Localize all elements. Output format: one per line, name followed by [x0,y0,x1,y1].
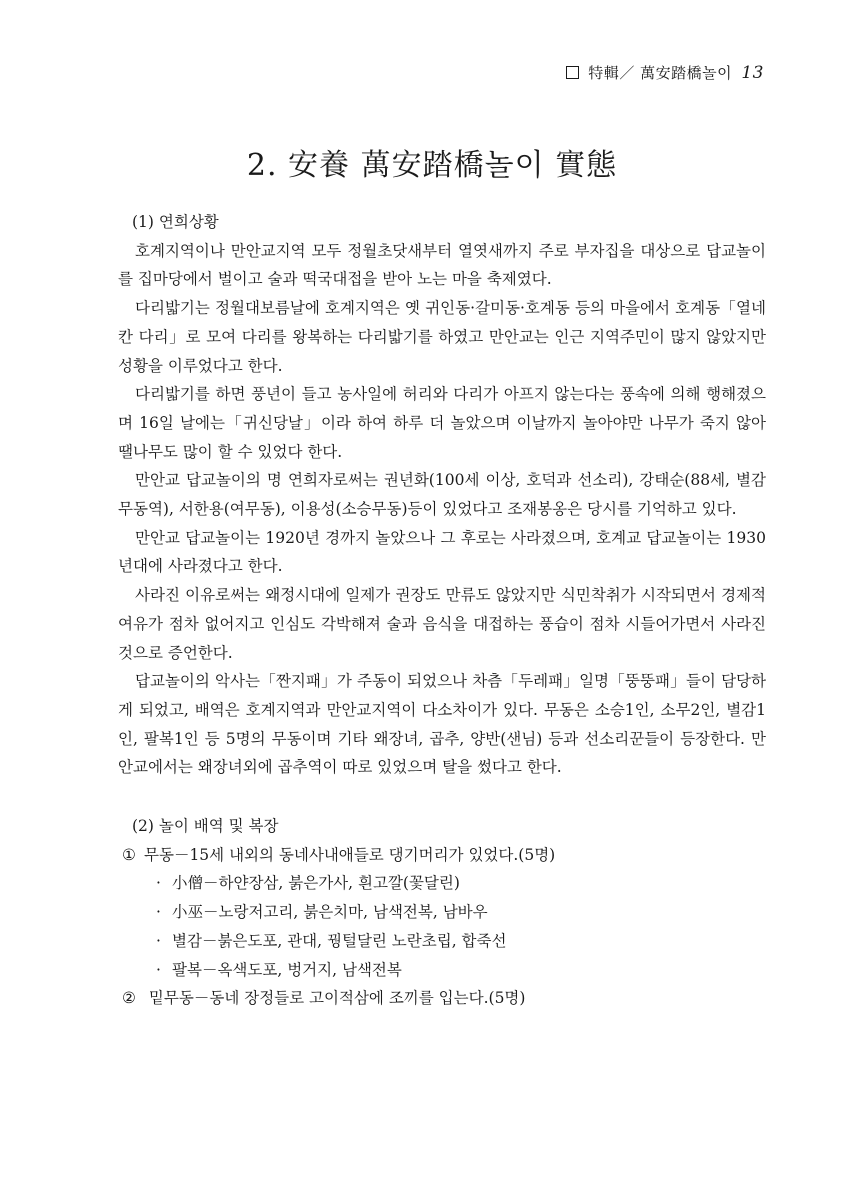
square-bullet-icon [566,66,579,79]
list-item [118,984,766,1013]
list-item-text: 小僧－하얀장삼, 붉은가사, 흰고깔(꽃달린) [172,874,460,893]
paragraph: 호계지역이나 만안교지역 모두 정월초닷새부터 열엿새까지 주로 부자집을 대상으로 답교놀이를 집마당에서 벌이고 술과 떡국대접을 받아 노는 마을 축제였다. [118,241,766,289]
chapter-title: 2. 安養 萬安踏橋놀이 實態 [246,148,618,183]
header-section: 特輯 [588,64,620,82]
list-marker: · [156,931,161,950]
page-number: 13 [741,63,764,83]
header-title: 萬安踏橋놀이 [640,64,733,82]
list-item-text: 무동－15세 내외의 동네사내애들로 댕기머리가 있었다.(5명) [144,845,556,864]
list-marker: ① [122,845,136,864]
list-item-text: 별감－붉은도포, 관대, 꿩털달린 노란초립, 합죽선 [172,931,507,950]
list-marker: ② [122,989,136,1008]
paragraph: 다리밟기를 하면 풍년이 들고 농사일에 허리와 다리가 아프지 않는다는 풍속에 의해 행해졌으며 16일 날에는「귀신당날」이라 하여 하루 더 놀았으며 이날까지 놀아야만 나무가 죽지 않아 땔나무도 많이 할 수 있었다 한다. [118,385,766,461]
list-item-text: 팔복－옥색도포, 벙거지, 남색전복 [172,960,402,979]
running-head: 特輯／ 萬安踏橋놀이 13 [566,62,764,83]
paragraph: 만안교 답교놀이의 명 연희자로써는 권년화(100세 이상, 호덕과 선소리), 강태순(88세, 별감무동역), 서한용(여무동), 이용성(소승무동)등이 있었다고 조재봉옹은 당시를 기억하고 있다. [118,471,766,519]
list-item-text: 小巫－노랑저고리, 붉은치마, 남색전복, 남바우 [172,903,488,922]
section-heading-2: (2) 놀이 배역 및 복장 [132,817,279,836]
list-item-text: 밑무동－동네 장정들로 고이적삼에 조끼를 입는다.(5명) [144,989,526,1008]
list-item [118,841,766,870]
list-marker: · [156,903,161,922]
list-marker: · [156,960,161,979]
paragraph: 답교놀이의 악사는「짠지패」가 주동이 되었으나 차츰「두레패」일명「뚱뚱패」들이 담당하게 되었고, 배역은 호계지역과 만안교지역이 다소차이가 있다. 무동은 소승1인, 소무2인, 별감1인, 팔복1인 등 5명의 무동이며 기타 왜장녀, 곱추, 양반(샌님) 등과 선소리꾼들이 등장한다. 만안교에서는 왜장녀외에 곱추역이 따로 있었으며 탈을 썼다고 한다. [118,672,766,777]
list-marker: · [156,874,161,893]
section-heading-1: (1) 연희상황 [132,213,219,231]
article-body [118,208,766,1013]
list-subitem [118,869,766,898]
paragraph: 다리밟기는 정월대보름날에 호계지역은 옛 귀인동·갈미동·호계동 등의 마을에서 호계동「열네칸 다리」로 모여 다리를 왕복하는 다리밟기를 하였고 만안교는 인근 지역주민이 많지 않았지만 성황을 이루었다고 한다. [118,299,766,375]
list-subitem [118,927,766,956]
list-subitem [118,956,766,985]
paragraph: 사라진 이유로써는 왜정시대에 일제가 권장도 만류도 않았지만 식민착취가 시작되면서 경제적 여유가 점차 없어지고 인심도 각박해져 술과 음식을 대접하는 풍습이 점차 시들어가면서 사라진 것으로 증언한다. [118,586,766,662]
list-subitem [118,898,766,927]
paragraph: 만안교 답교놀이는 1920년 경까지 놀았으나 그 후로는 사라졌으며, 호계교 답교놀이는 1930년대에 사라졌다고 한다. [118,528,766,576]
